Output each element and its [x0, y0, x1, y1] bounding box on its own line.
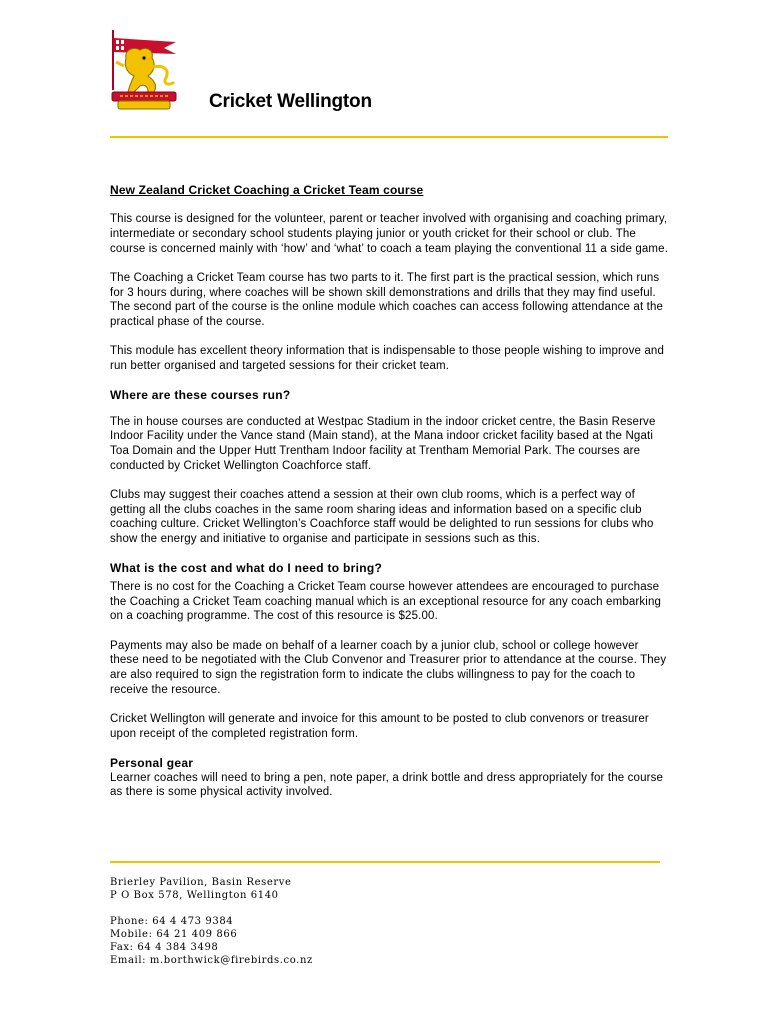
cost-paragraph: There is no cost for the Coaching a Cricket Team course however attendees are encouraged to purchase the Coaching a Cricket Team coaching manual which is an exceptional resource for any coach embarking on a coaching programme. The cost of this resource is $25.00.: [110, 581, 662, 623]
where-paragraph: The in house courses are conducted at Westpac Stadium in the indoor cricket centre, the Basin Reserve Indoor Facility under the Vance stand (Main stand), at the Mana indoor cricket facility based at the Ngati Toa Domain and the Upper Hutt Trentham Indoor facility at Trentham Memorial Park. The courses are conducted by Cricket Wellington Coachforce staff.: [110, 415, 656, 472]
rampant-lion-crest-icon: [104, 28, 188, 114]
header-divider: [110, 136, 668, 138]
cost-heading: What is the cost and what do I need to bring?: [110, 561, 383, 576]
gear-heading: Personal gear: [110, 755, 194, 770]
fax-number: Fax: 64 4 384 3498: [110, 942, 219, 953]
intro-paragraph: The Coaching a Cricket Team course has two parts to it. The first part is the practical session, which runs for 3 hours during, where coaches will be shown skill demonstrations and drills that they may find useful. The second part of the course is the online module which coaches can access following attendance at the practical phase of the course.: [110, 271, 664, 328]
cost-paragraph: Cricket Wellington will generate and invoice for this amount to be posted to club convenors or treasurer upon receipt of the completed registration form.: [110, 712, 649, 740]
footer-divider: [110, 861, 660, 863]
org-title: Cricket Wellington: [209, 91, 372, 112]
intro-paragraph: This module has excellent theory information that is indispensable to those people wishing to improve and run better organised and targeted sessions for their cricket team.: [110, 345, 665, 372]
mobile-number: Mobile: 64 21 409 866: [110, 929, 238, 940]
course-title: New Zealand Cricket Coaching a Cricket Team course: [110, 183, 424, 197]
footer-contact: [110, 876, 313, 967]
where-heading: Where are these courses run?: [110, 388, 291, 403]
cost-paragraph: Payments may also be made on behalf of a learner coach by a junior club, school or college however these need to be negotiated with the Club Convenor and Treasurer prior to attendance at the course. They are also required to sign the registration form to indicate the clubs willingness to pay for the coach to receive the resource.: [110, 639, 667, 696]
gear-paragraph: Learner coaches will need to bring a pen, note paper, a drink bottle and dress appropriately for the course as there is some physical activity involved.: [110, 771, 664, 799]
email-address: Email: m.borthwick@firebirds.co.nz: [110, 955, 313, 966]
phone-number: Phone: 64 4 473 9384: [110, 916, 234, 927]
address-line: P O Box 578, Wellington 6140: [110, 890, 279, 901]
where-paragraph: Clubs may suggest their coaches attend a session at their own club rooms, which is a perfect way of getting all the clubs coaches in the same room sharing ideas and information based on a specific club coaching culture. Cricket Wellington’s Coachforce staff would be delighted to run sessions for clubs who show the energy and initiative to organise and participate in sessions such as this.: [110, 489, 654, 546]
document-body: [110, 183, 670, 815]
address-line: Brierley Pavilion, Basin Reserve: [110, 877, 292, 888]
intro-paragraph: This course is designed for the volunteer, parent or teacher involved with organising and coaching primary, intermediate or secondary school students playing junior or youth cricket for their school or club. The course is concerned mainly with ‘how’ and ‘what’ to coach a team playing the conventional 11 a side game.: [110, 213, 669, 255]
